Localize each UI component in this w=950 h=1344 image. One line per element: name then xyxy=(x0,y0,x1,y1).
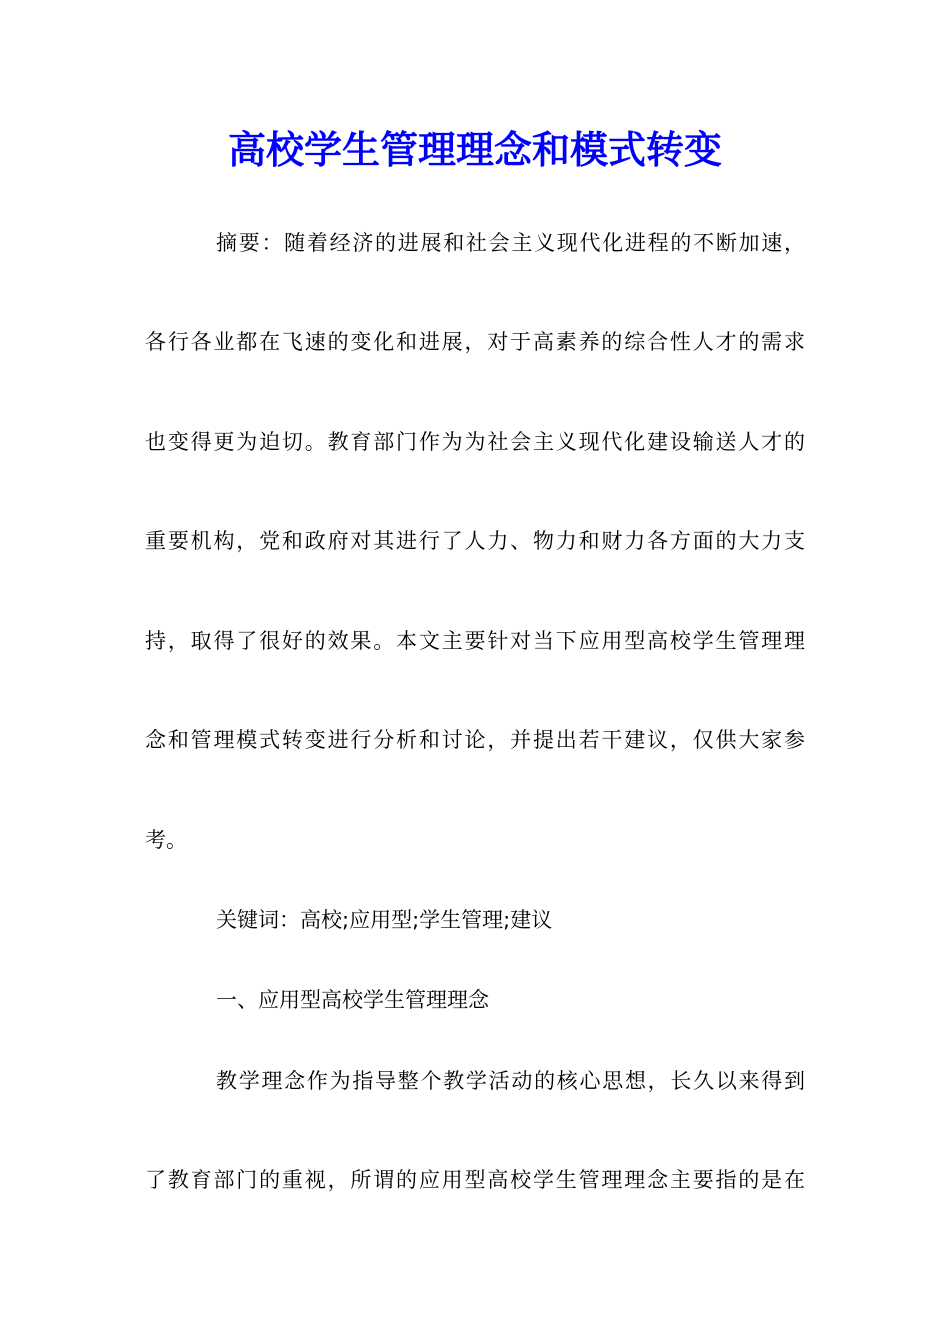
abstract-line-2: 各行各业都在飞速的变化和进展，对于高素养的综合性人才的需求 xyxy=(145,330,805,354)
abstract-line-5: 持，取得了很好的效果。本文主要针对当下应用型高校学生管理理 xyxy=(145,629,805,653)
section-heading: 一、应用型高校学生管理理念 xyxy=(216,988,489,1012)
keywords: 关键词：高校;应用型;学生管理;建议 xyxy=(216,908,553,932)
abstract-line-6: 念和管理模式转变进行分析和讨论，并提出若干建议，仅供大家参 xyxy=(145,728,805,752)
abstract-line-3: 也变得更为迫切。教育部门作为为社会主义现代化建设输送人才的 xyxy=(145,430,805,454)
abstract-line-1: 摘要：随着经济的进展和社会主义现代化进程的不断加速， xyxy=(216,231,805,255)
section-paragraph-line-2: 了教育部门的重视，所谓的应用型高校学生管理理念主要指的是在 xyxy=(145,1168,805,1192)
document-title: 高校学生管理理念和模式转变 xyxy=(227,127,722,172)
section-paragraph-line-1: 教学理念作为指导整个教学活动的核心思想，长久以来得到 xyxy=(216,1069,805,1093)
abstract-line-4: 重要机构，党和政府对其进行了人力、物力和财力各方面的大力支 xyxy=(145,529,805,553)
abstract-line-7: 考。 xyxy=(145,828,187,852)
